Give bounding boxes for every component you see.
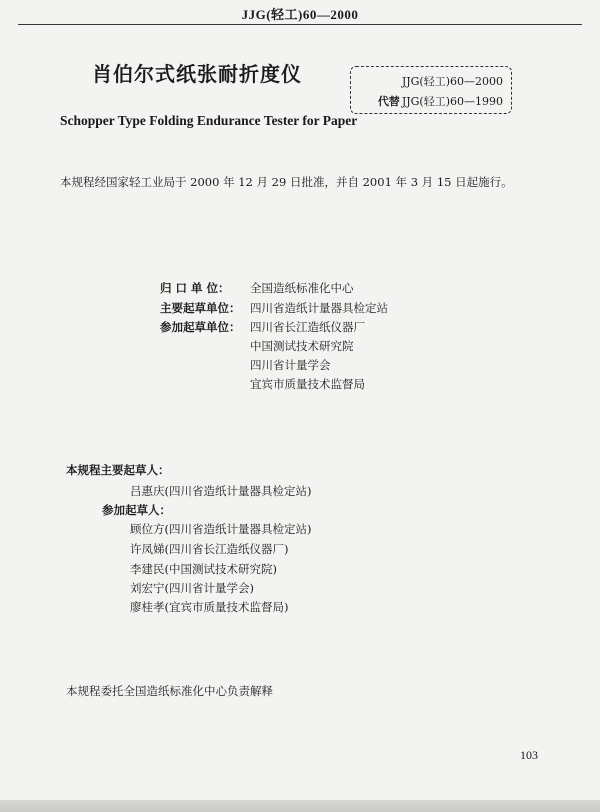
org-value-participating: 四川省长江造纸仪器厂 [250,320,365,334]
header-standard-code: JJG(轻工)60—2000 [241,7,359,22]
main-drafter: 吕惠庆(四川省造纸计量器具检定站) [130,484,312,498]
org-row-participating [160,319,365,335]
org-value-responsible: 全国造纸标准化中心 [250,281,354,295]
standard-code-box [350,66,512,114]
org-row-responsible [160,280,354,296]
main-drafters-heading: 本规程主要起草人： [66,463,170,477]
code-box-replaced-code: JJG(轻工)60—1990 [401,95,503,108]
page-number: 103 [520,748,538,762]
org-label-responsible: 归 口 单 位： [160,281,230,295]
participant-drafter: 刘宏宁(四川省计量学会) [130,581,254,595]
org-participating-item: 四川省计量学会 [250,358,331,372]
org-label-main-drafting: 主要起草单位： [160,301,241,315]
org-label-participating: 参加起草单位： [160,320,241,334]
code-box-replace-label: 代替 [377,95,400,108]
approval-statement: 本规程经国家轻工业局于 2000 年 12 月 29 日批准，并自 2001 年 3 月 15 日起施行。 [60,175,513,189]
code-box-line-current: JJG(轻工)60—2000 [401,75,503,88]
org-participating-item: 中国测试技术研究院 [250,339,354,353]
scan-edge-strip [0,800,600,812]
participant-drafters-heading: 参加起草人： [102,503,171,517]
title-english: Schopper Type Folding Endurance Tester for Paper [60,113,358,128]
org-participating-item: 宜宾市质量技术监督局 [250,377,365,391]
code-box-line-replaced [378,93,503,109]
participant-drafter: 廖桂孝(宜宾市质量技术监督局) [130,600,289,614]
participant-drafter: 许凤娣(四川省长江造纸仪器厂) [130,542,289,556]
title-chinese: 肖伯尔式纸张耐折度仪 [92,62,302,86]
participant-drafter: 顾位方(四川省造纸计量器具检定站) [130,522,312,536]
org-value-main-drafting: 四川省造纸计量器具检定站 [250,301,388,315]
org-row-main-drafting [160,300,388,316]
header-divider [18,24,582,25]
interpretation-note: 本规程委托全国造纸标准化中心负责解释 [66,684,273,698]
participant-drafter: 李建民(中国测试技术研究院) [130,562,277,576]
